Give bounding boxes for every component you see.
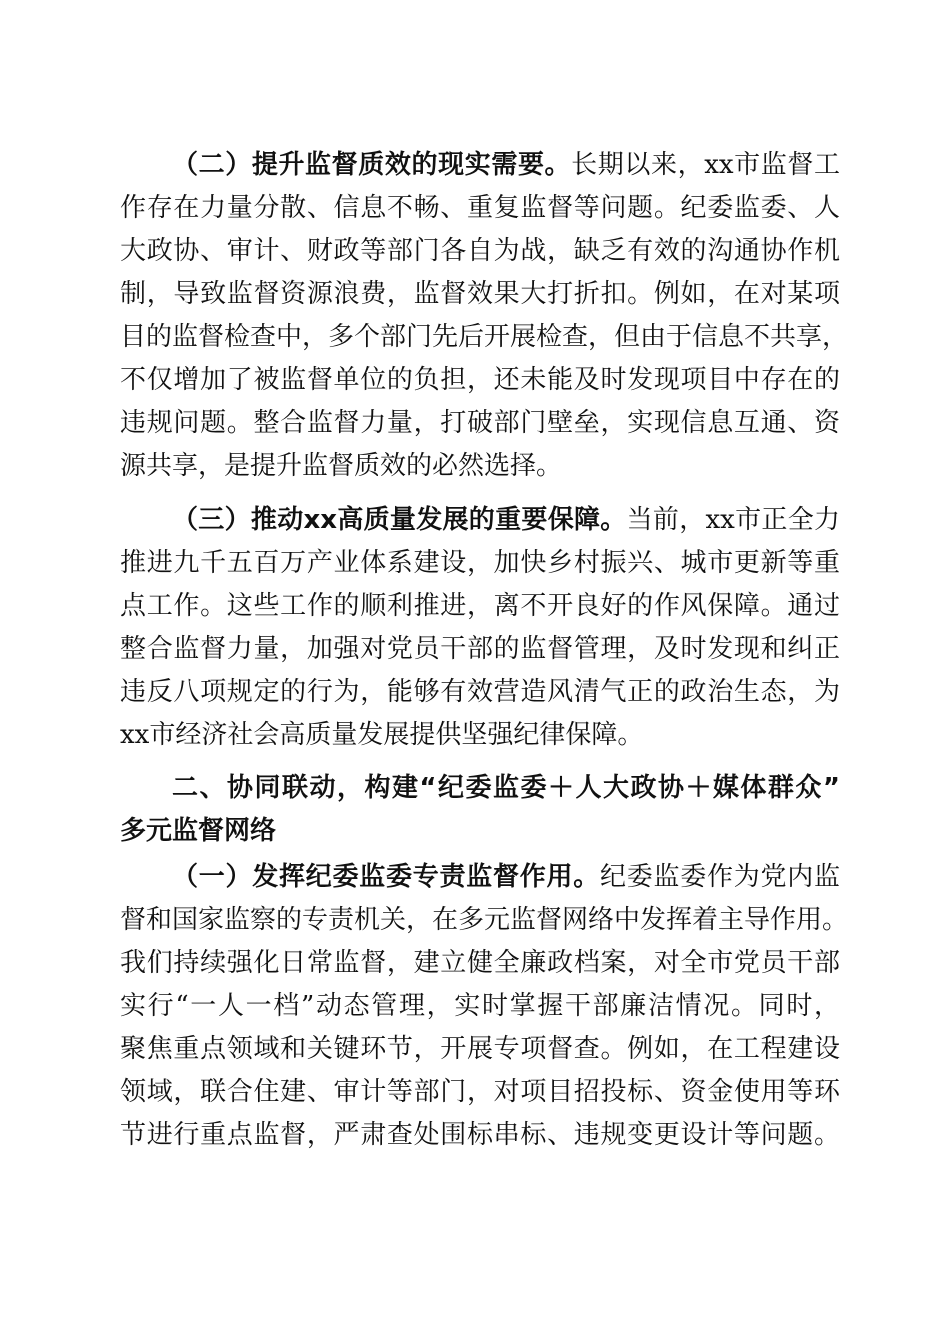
- paragraph-line: 作存在力量分散、信息不畅、重复监督等问题。纪委监委、人: [120, 193, 840, 223]
- paragraph-line: 违反八项规定的行为，能够有效营造风清气正的政治生态，为: [120, 677, 840, 707]
- paragraph-text: 纪委监委作为党内监: [599, 862, 840, 892]
- paragraph-line: 聚焦重点领域和关键环节，开展专项督查。例如，在工程建设: [120, 1034, 840, 1064]
- paragraph-line: 督和国家监察的专责机关，在多元监督网络中发挥着主导作用。: [120, 905, 849, 935]
- paragraph-line: [172, 145, 840, 185]
- paragraph-line: [172, 857, 840, 897]
- paragraph-lead: （二）提升监督质效的现实需要。: [172, 150, 572, 180]
- paragraph-line: 领域，联合住建、审计等部门，对项目招投标、资金使用等环: [120, 1077, 840, 1107]
- paragraph-line: 我们持续强化日常监督，建立健全廉政档案，对全市党员干部: [120, 948, 840, 978]
- paragraph-text: 长期以来，xx市监督工: [571, 150, 840, 180]
- paragraph-line: 目的监督检查中，多个部门先后开展检查，但由于信息不共享，: [120, 322, 849, 352]
- paragraph-line: 实行“一人一档”动态管理，实时掌握干部廉洁情况。同时，: [120, 991, 840, 1021]
- paragraph-line: 整合监督力量，加强对党员干部的监督管理，及时发现和纠正: [120, 634, 840, 664]
- paragraph-line: 大政协、审计、财政等部门各自为战，缺乏有效的沟通协作机: [120, 236, 840, 266]
- paragraph-lead: （三）推动xx高质量发展的重要保障。: [172, 505, 627, 535]
- paragraph-line: 制，导致监督资源浪费，监督效果大打折扣。例如，在对某项: [120, 279, 840, 309]
- paragraph-line: xx市经济社会高质量发展提供坚强纪律保障。: [120, 720, 644, 750]
- paragraph-line: 推进九千五百万产业体系建设，加快乡村振兴、城市更新等重: [120, 548, 840, 578]
- section-heading: 二、协同联动，构建“纪委监委＋人大政协＋媒体群众”: [172, 773, 840, 803]
- section-heading: 多元监督网络: [120, 816, 277, 846]
- paragraph-line: 节进行重点监督，严肃查处围标串标、违规变更设计等问题。: [120, 1120, 840, 1150]
- paragraph-line: 点工作。这些工作的顺利推进，离不开良好的作风保障。通过: [120, 591, 840, 621]
- paragraph-text: 当前，xx市正全力: [626, 505, 840, 535]
- paragraph-lead: （一）发挥纪委监委专责监督作用。: [172, 862, 600, 892]
- paragraph-line: 不仅增加了被监督单位的负担，还未能及时发现项目中存在的: [120, 365, 840, 395]
- paragraph-line: 源共享，是提升监督质效的必然选择。: [120, 451, 563, 481]
- paragraph-line: [172, 500, 840, 540]
- paragraph-line: 违规问题。整合监督力量，打破部门壁垒，实现信息互通、资: [120, 408, 840, 438]
